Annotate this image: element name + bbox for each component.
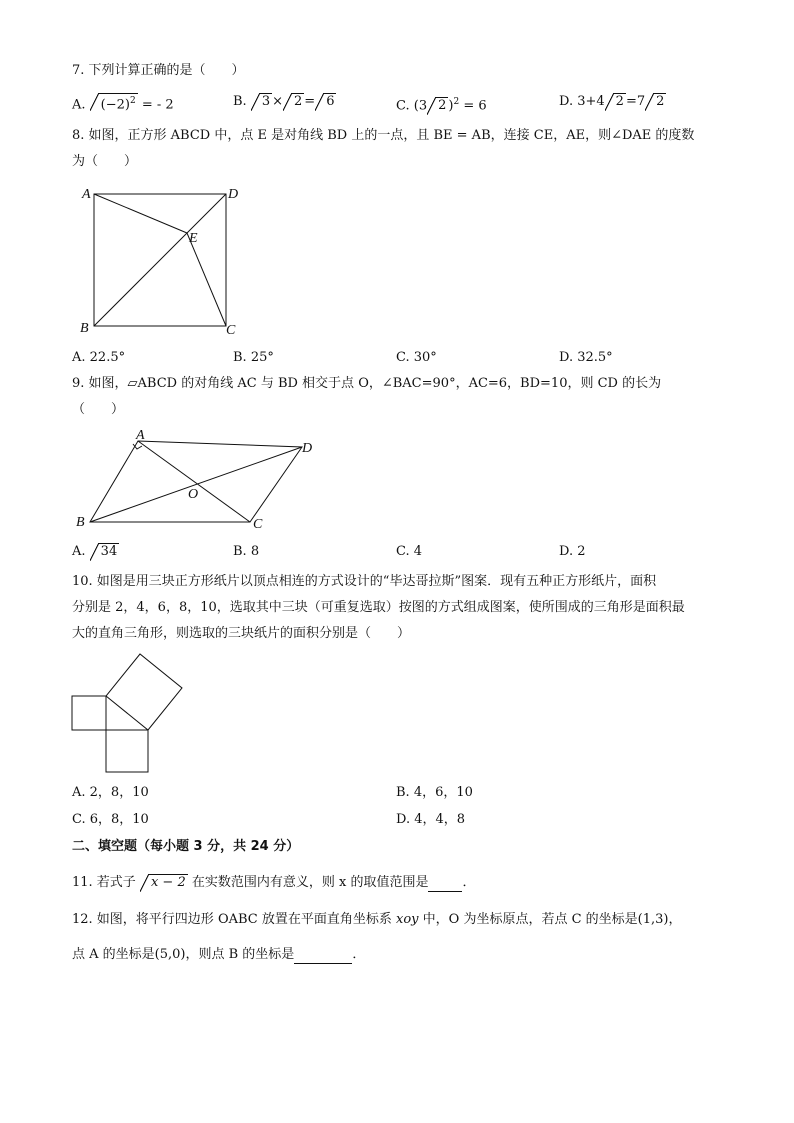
q9-stem-line2: （ ）: [72, 402, 125, 417]
q11-post: 在实数范围内有意义，则 x 的取值范围是: [191, 875, 429, 890]
q7-option-b-radical-2: 2: [294, 94, 303, 109]
q12-answer-blank[interactable]: [294, 963, 352, 964]
q8-option-a[interactable]: A. 22.5°: [72, 350, 126, 365]
q7-option-a-rest: = - 2: [137, 97, 174, 113]
q10-stem-line3: 大的直角三角形，则选取的三块纸片的面积分别是（ ）: [72, 626, 411, 641]
q9-label-b: B: [76, 515, 85, 530]
q9-option-a[interactable]: [72, 543, 119, 561]
q9-option-b[interactable]: B. 8: [233, 544, 260, 559]
q8-square-figure: [70, 180, 250, 340]
q8-diagonal-bd: [94, 194, 226, 326]
q7-option-a-radical: $(-2)^2$: [99, 93, 138, 112]
q8-option-b[interactable]: B. 25°: [233, 350, 274, 365]
q12-point-c-coord: (1,3): [637, 912, 669, 927]
q8-label-c: C: [226, 323, 236, 338]
q9-option-a-label: A.: [72, 544, 86, 559]
q10-option-b[interactable]: B. 4，6，10: [396, 785, 473, 800]
q7-option-c-radical: 2: [438, 98, 447, 114]
q7-option-b-op: ×: [272, 94, 284, 109]
q7-option-a-label: A.: [72, 97, 86, 113]
q8-label-e: E: [189, 231, 198, 246]
q7-option-d[interactable]: [559, 93, 666, 111]
q12-line2-b: ，则点 B 的坐标是: [185, 947, 295, 962]
q12-line1-b: 中，O 为坐标原点，若点 C 的坐标是: [418, 912, 638, 927]
q7-option-b-radical-1: 3: [261, 94, 271, 109]
q10-stem-line1: 10. 如图是用三块正方形纸片以顶点相连的方式设计的“毕达哥拉斯”图案．现有五种正方形纸片，面积: [72, 574, 657, 589]
q10-pythagoras-figure: [70, 652, 190, 778]
q11-end: ．: [462, 875, 476, 890]
q8-option-c[interactable]: C. 30°: [396, 350, 437, 365]
q12-line1-c: ，: [668, 912, 682, 927]
q7-option-d-label: D.: [559, 94, 574, 109]
q7-option-a[interactable]: [72, 93, 174, 114]
q7-option-b[interactable]: [233, 93, 336, 111]
q9-stem-line1: 9. 如图，▱ABCD 的对角线 AC 与 BD 相交于点 O，∠BAC=90°，AC=6，BD=10，则 CD 的长为: [72, 376, 662, 391]
q9-diagonal-bd: [90, 447, 302, 522]
q9-option-c[interactable]: C. 4: [396, 544, 423, 559]
q7-option-b-eq: =: [304, 94, 316, 109]
q10-bottom-square: [106, 730, 148, 772]
q10-option-c[interactable]: C. 6，8，10: [72, 812, 149, 827]
q9-option-a-radical: 34: [100, 544, 118, 559]
q11-radical: x − 2: [150, 875, 186, 890]
q8-label-d: D: [228, 187, 239, 202]
q7-option-d-mid: =7: [625, 94, 646, 109]
q11-answer-blank[interactable]: [428, 891, 462, 892]
q12-line2-a: 点 A 的坐标是: [72, 947, 155, 962]
q7-option-d-pre: 3+4: [577, 94, 605, 109]
q9-parallelogram-figure: [70, 428, 330, 538]
q12-xoy: xoy: [396, 912, 419, 927]
q8-option-d[interactable]: D. 32.5°: [559, 350, 613, 365]
q7-option-b-label: B.: [233, 94, 247, 109]
q9-option-d[interactable]: D. 2: [559, 544, 586, 559]
q12-line1: [72, 911, 682, 929]
q8-stem-line1: 8. 如图，正方形 ABCD 中，点 E 是对角线 BD 上的一点，且 BE = AB，连接 CE，AE，则∠DAE 的度数: [72, 128, 695, 143]
q12-line2: [72, 946, 365, 964]
q10-option-d[interactable]: D. 4，4，8: [396, 812, 466, 827]
q10-stem-line2: 分别是 2，4，6，8，10，选取其中三块（可重复选取）按图的方式组成图案，使所围成的三角形是面积最: [72, 600, 685, 615]
q11-pre: 11. 若式子: [72, 875, 136, 890]
q9-label-a: A: [136, 428, 145, 443]
q7-option-c[interactable]: [396, 93, 487, 115]
q7-option-c-post: ): [448, 98, 454, 114]
q10-left-square: [72, 696, 106, 730]
q8-stem-line2: 为（ ）: [72, 154, 138, 169]
q12-end: ．: [352, 947, 366, 962]
q12-point-a-coord: (5,0): [154, 947, 186, 962]
q8-segment-ce: [187, 233, 226, 326]
q7-option-c-sup: 2: [453, 97, 460, 107]
q9-label-c: C: [253, 517, 263, 532]
q10-hypotenuse-square: [106, 654, 182, 730]
section-title: 二、填空题（每小题 3 分，共 24 分）: [72, 839, 300, 854]
q7-option-b-radical-3: 6: [326, 94, 335, 109]
q9-parallelogram: [90, 441, 302, 522]
q10-option-a[interactable]: A. 2，8，10: [72, 785, 149, 800]
q7-stem: 7. 下列计算正确的是（ ）: [72, 63, 245, 78]
q7-option-c-label: C.: [396, 98, 410, 114]
q12-line1-a: 12. 如图，将平行四边形 OABC 放置在平面直角坐标系: [72, 912, 396, 927]
q8-segment-ae: [94, 194, 187, 233]
q7-option-d-radical-2: 2: [656, 94, 665, 109]
q9-label-o: O: [188, 487, 199, 502]
q9-label-d: D: [302, 441, 313, 456]
q8-label-a: A: [82, 187, 91, 202]
q7-option-d-radical-1: 2: [615, 94, 624, 109]
q7-option-c-rest: = 6: [459, 98, 487, 114]
q8-label-b: B: [80, 321, 89, 336]
q7-option-c-pre: (3: [413, 98, 428, 114]
q11-line: [72, 874, 475, 892]
q9-diagonal-ac: [138, 441, 250, 522]
